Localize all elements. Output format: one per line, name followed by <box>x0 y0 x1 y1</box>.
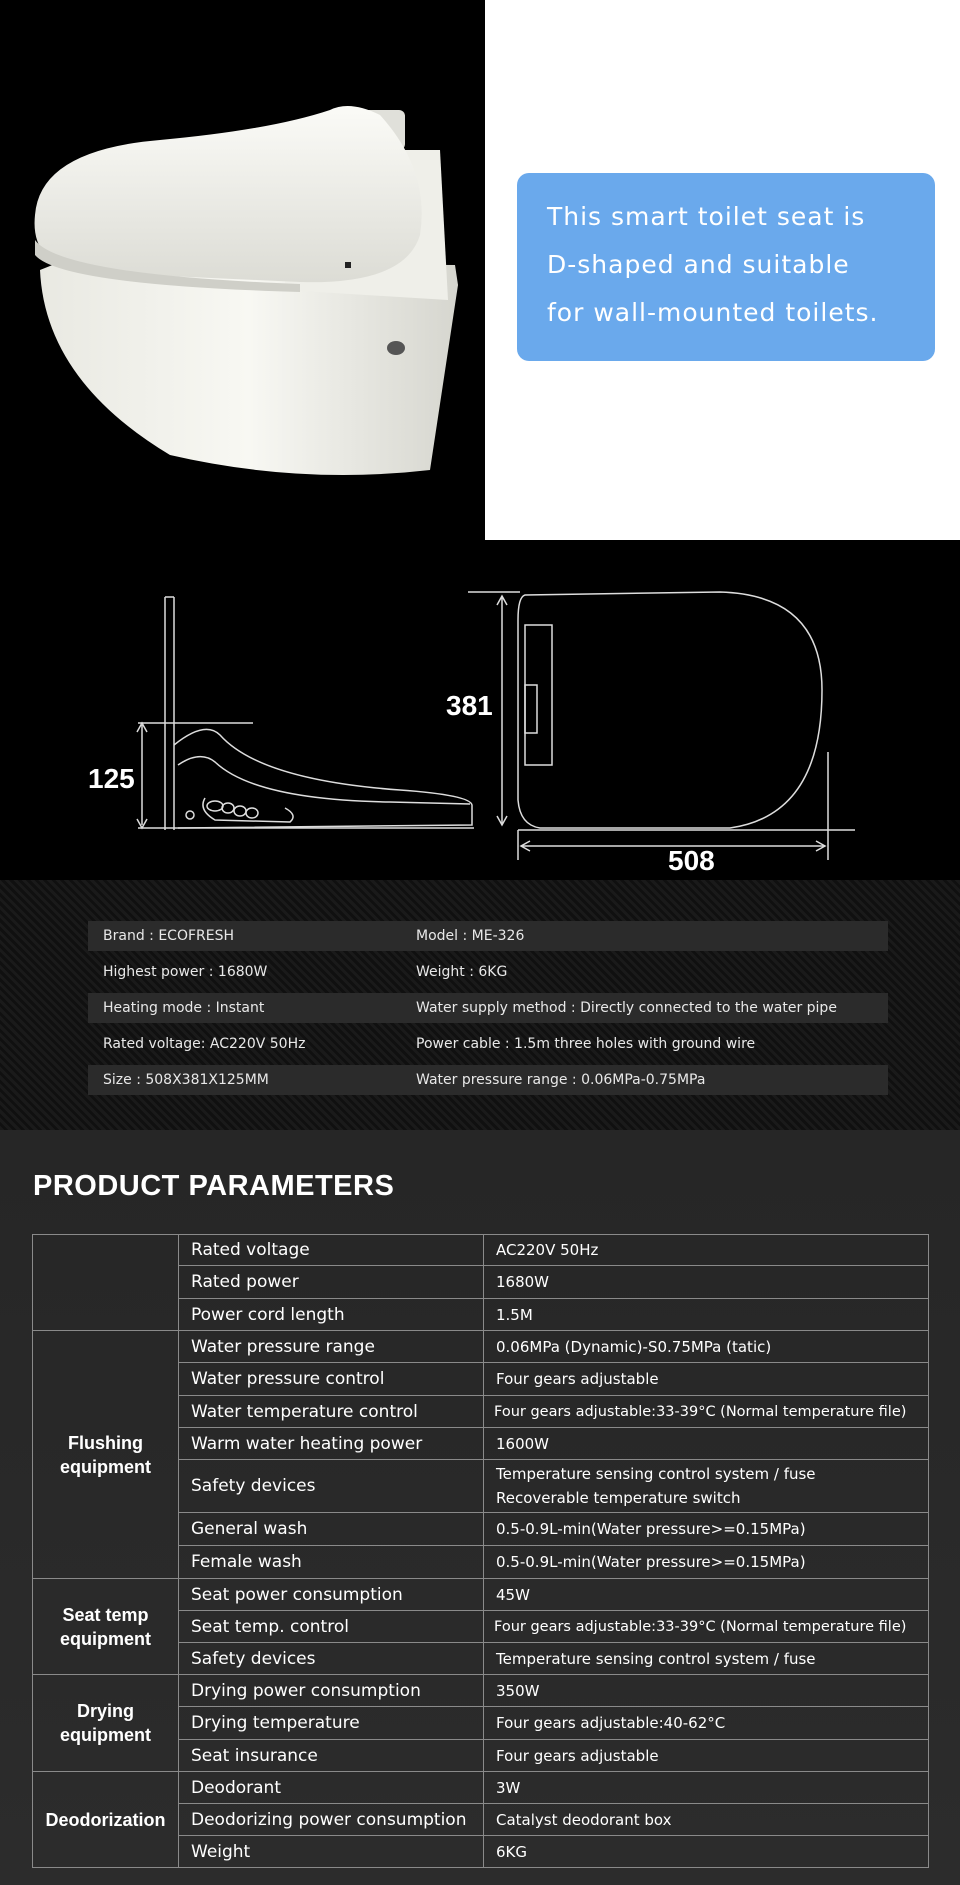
group-label: Drying equipment <box>33 1675 179 1772</box>
hero-section <box>0 0 960 540</box>
param-value-line-1: Temperature sensing control system / fuse <box>496 1465 816 1483</box>
param-value: AC220V 50Hz <box>484 1235 929 1266</box>
spec-left: Rated voltage: AC220V 50Hz <box>103 1036 306 1052</box>
param-value: 6KG <box>484 1836 929 1868</box>
param-value: 350W <box>484 1675 929 1707</box>
param-value: 1680W <box>484 1266 929 1299</box>
group-label <box>33 1235 179 1331</box>
param-name: Safety devices <box>179 1460 484 1513</box>
height-dimension: 125 <box>88 763 135 794</box>
param-value: 1.5M <box>484 1299 929 1331</box>
parameters-table <box>32 1234 929 1868</box>
smart-toilet-illustration <box>0 0 485 540</box>
param-value: Four gears adjustable <box>484 1740 929 1772</box>
param-name: Drying power consumption <box>179 1675 484 1707</box>
param-name: Safety devices <box>179 1643 484 1675</box>
param-name: Water pressure control <box>179 1363 484 1396</box>
param-value: 1600W <box>484 1428 929 1460</box>
spec-left: Brand : ECOFRESH <box>103 928 234 944</box>
param-value: 3W <box>484 1772 929 1804</box>
callout-line-2: D-shaped and suitable <box>547 250 850 279</box>
group-label: Deodorization <box>33 1772 179 1868</box>
spec-row <box>88 957 888 987</box>
param-name: Rated power <box>179 1266 484 1299</box>
table-row <box>33 1235 929 1266</box>
spec-right: Weight : 6KG <box>416 964 508 980</box>
param-name: Female wash <box>179 1546 484 1579</box>
spec-left: Highest power : 1680W <box>103 964 268 980</box>
param-name: General wash <box>179 1513 484 1546</box>
param-value-line-2: Recoverable temperature switch <box>496 1489 741 1507</box>
param-name: Seat power consumption <box>179 1579 484 1611</box>
width-dimension: 508 <box>668 845 715 876</box>
param-value: Temperature sensing control system / fuse <box>484 1643 929 1675</box>
param-value: 45W <box>484 1579 929 1611</box>
param-name: Power cord length <box>179 1299 484 1331</box>
param-value: Four gears adjustable <box>484 1363 929 1396</box>
spec-list <box>0 880 960 1130</box>
param-value: Catalyst deodorant box <box>484 1804 929 1836</box>
param-value: 0.5-0.9L-min(Water pressure>=0.15MPa) <box>484 1513 929 1546</box>
param-value: Four gears adjustable:33-39°C (Normal temperature file) <box>484 1611 929 1643</box>
param-name: Deodorant <box>179 1772 484 1804</box>
param-value: Four gears adjustable:40-62°C <box>484 1707 929 1740</box>
param-name: Warm water heating power <box>179 1428 484 1460</box>
table-row <box>33 1579 929 1611</box>
param-value: Four gears adjustable:33-39°C (Normal temperature file) <box>484 1396 929 1428</box>
spec-right: Water supply method : Directly connected to the water pipe <box>416 1000 837 1016</box>
section-title: PRODUCT PARAMETERS <box>33 1170 395 1202</box>
callout-box <box>517 173 935 361</box>
param-value: 0.06MPa (Dynamic)-S0.75MPa (tatic) <box>484 1331 929 1363</box>
spec-left: Size : 508X381X125MM <box>103 1072 269 1088</box>
callout-panel <box>485 0 960 540</box>
spec-right: Power cable : 1.5m three holes with ground wire <box>416 1036 756 1052</box>
param-name: Water pressure range <box>179 1331 484 1363</box>
param-value <box>484 1460 929 1513</box>
param-name: Weight <box>179 1836 484 1868</box>
table-row <box>33 1331 929 1363</box>
spec-row <box>88 1029 888 1059</box>
spec-row <box>88 993 888 1023</box>
param-name: Rated voltage <box>179 1235 484 1266</box>
depth-dimension: 381 <box>446 690 493 721</box>
group-label: Flushing equipment <box>33 1331 179 1579</box>
table-row <box>33 1772 929 1804</box>
param-name: Water temperature control <box>179 1396 484 1428</box>
callout-line-1: This smart toilet seat is <box>547 202 866 231</box>
param-name: Deodorizing power consumption <box>179 1804 484 1836</box>
dimension-drawing <box>0 540 960 880</box>
spec-right: Model : ME-326 <box>416 928 525 944</box>
callout-line-3: for wall-mounted toilets. <box>547 298 879 327</box>
param-name: Seat temp. control <box>179 1611 484 1643</box>
param-value: 0.5-0.9L-min(Water pressure>=0.15MPa) <box>484 1546 929 1579</box>
spec-row <box>88 1065 888 1095</box>
table-row <box>33 1675 929 1707</box>
param-name: Seat insurance <box>179 1740 484 1772</box>
param-name: Drying temperature <box>179 1707 484 1740</box>
product-parameters-section <box>0 1130 960 1885</box>
spec-right: Water pressure range : 0.06MPa-0.75MPa <box>416 1072 706 1088</box>
spec-left: Heating mode : Instant <box>103 1000 265 1016</box>
product-photo <box>0 0 485 540</box>
group-label: Seat temp equipment <box>33 1579 179 1675</box>
spec-row <box>88 921 888 951</box>
